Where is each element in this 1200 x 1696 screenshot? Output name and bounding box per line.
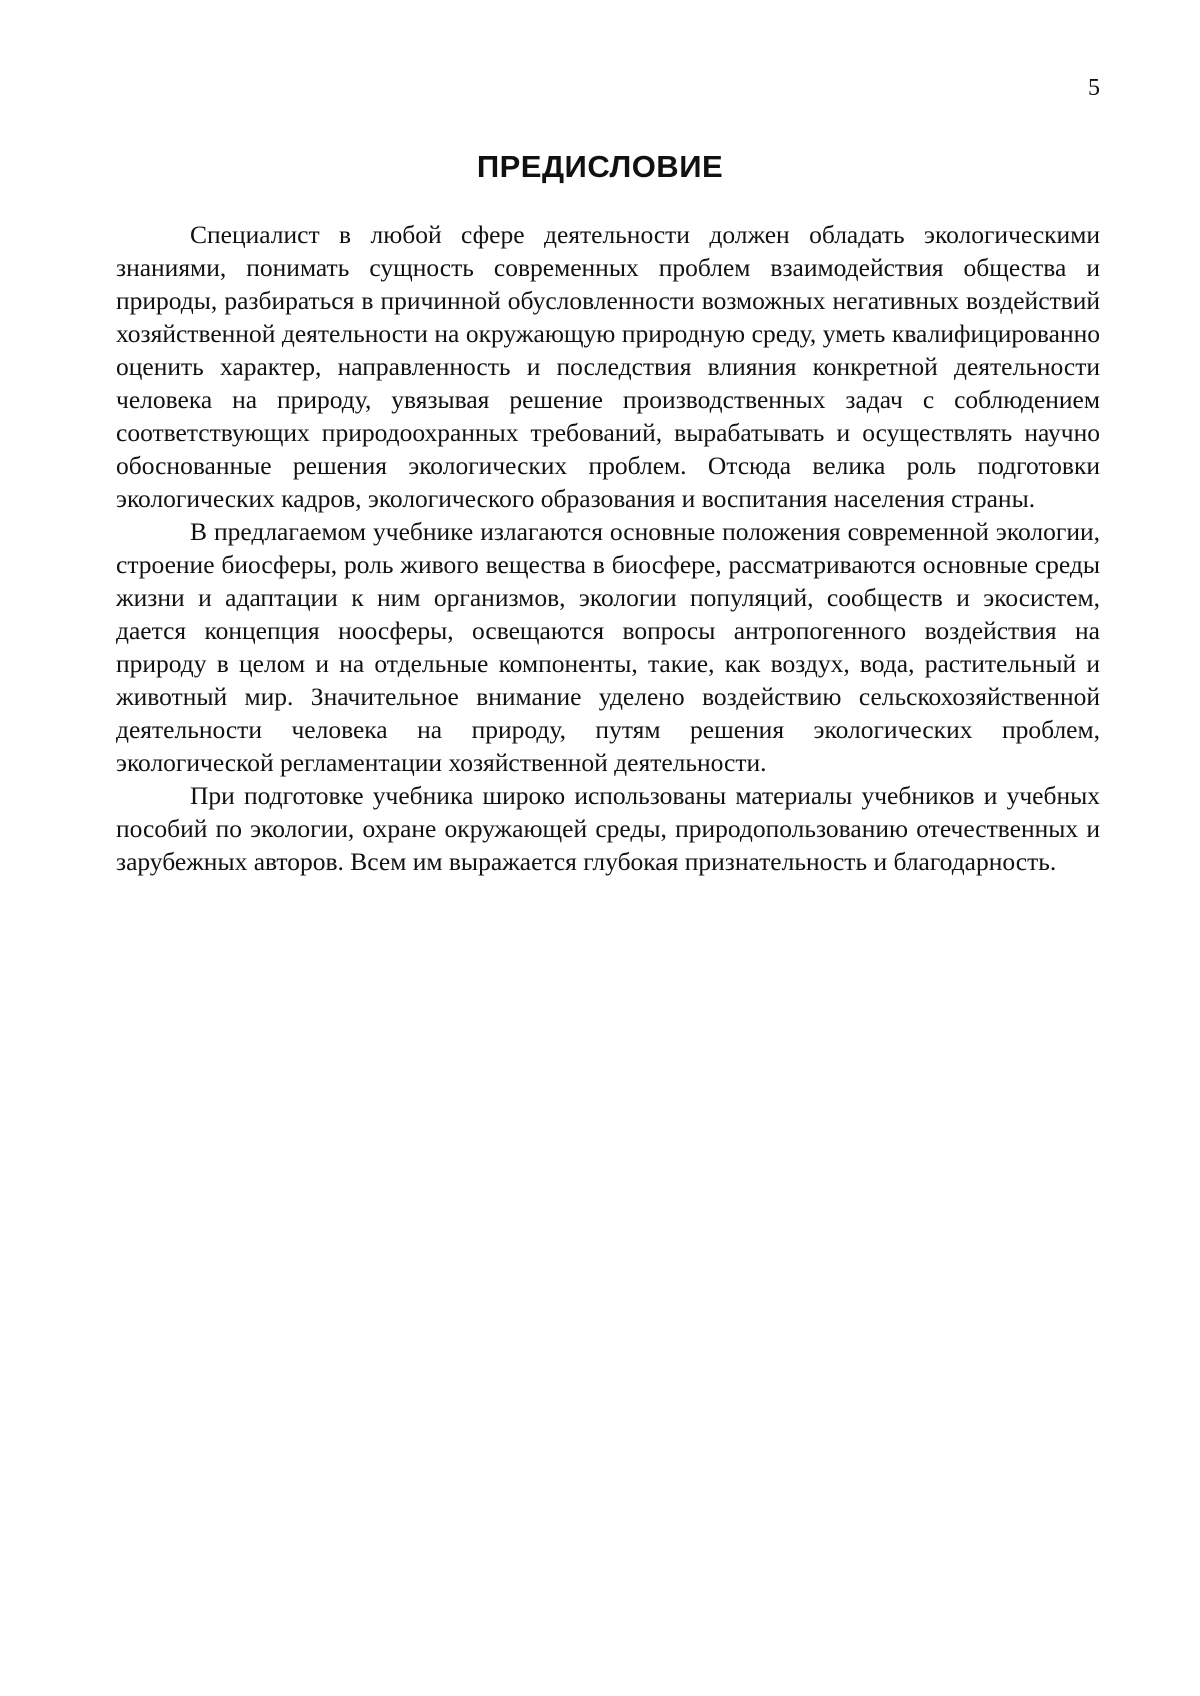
page-number: 5 <box>1088 75 1100 101</box>
paragraph: При подготовке учебника широко использованы материалы учебников и учебных пособий по экологии, охране окружающей среды, природопользованию отечественных и зарубежных авторов. Всем им выражается глубокая признательность и благодарность. <box>116 781 1100 876</box>
body-text <box>116 218 1100 878</box>
paragraph: Специалист в любой сфере деятельности должен обладать экологическими знаниями, понимать сущность современных проблем взаимодействия общества и природы, разбираться в причинной обусловленности возможных негативных воздействий хозяйственной деятельности на окружающую природную среду, уметь квалифицированно оценить характер, направленность и последствия влияния конкретной деятельности человека на природу, увязывая решение производственных задач с соблюдением соответствующих природоохранных требований, вырабатывать и осуществлять научно обоснованные решения экологических проблем. Отсюда велика роль подготовки экологических кадров, экологического образования и воспитания населения страны. <box>116 220 1100 513</box>
page-title: ПРЕДИСЛОВИЕ <box>476 149 724 184</box>
paragraph: В предлагаемом учебнике излагаются основные положения современной экологии, строение биосферы, роль живого вещества в биосфере, рассматриваются основные среды жизни и адаптации к ним организмов, экологии популяций, сообществ и экосистем, дается концепция ноосферы, освещаются вопросы антропогенного воздействия на природу в целом и на отдельные компоненты, такие, как воздух, вода, растительный и животный мир. Значительное внимание уделено воздействию сельскохозяйственной деятельности человека на природу, путям решения экологических проблем, экологической регламентации хозяйственной деятельности. <box>116 517 1100 777</box>
